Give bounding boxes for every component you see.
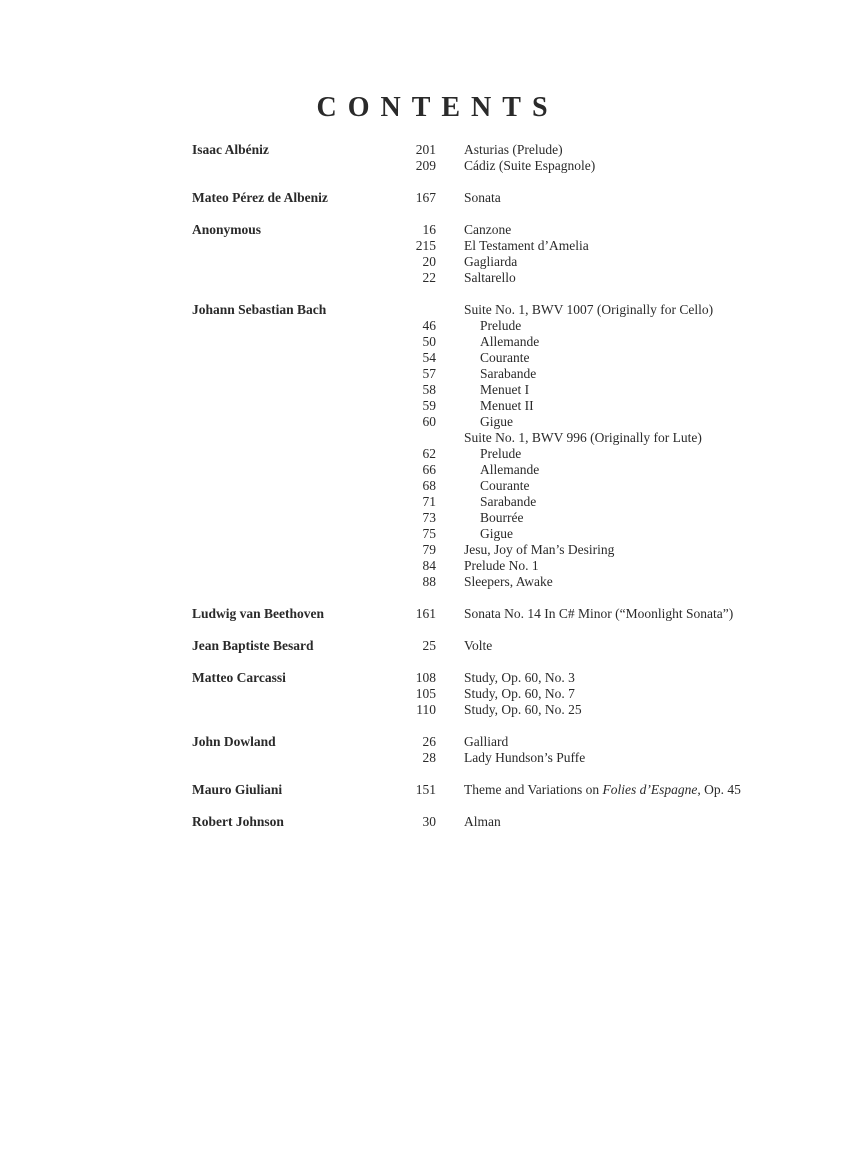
toc-row — [0, 542, 864, 558]
piece-title-text: Study, Op. 60, No. 7 — [464, 686, 575, 701]
piece-title-text: Suite No. 1, BWV 1007 (Originally for Cello) — [464, 302, 714, 317]
toc-row — [0, 510, 864, 526]
page-number: 62 — [422, 446, 436, 461]
toc-row — [0, 158, 864, 174]
movement-title — [480, 462, 539, 478]
composer-name: Robert Johnson — [192, 814, 284, 829]
piece-title — [464, 574, 553, 590]
piece-title — [464, 254, 517, 270]
piece-title-text: Gigue — [480, 414, 513, 429]
piece-title-text: Menuet II — [480, 398, 534, 413]
movement-title — [480, 366, 536, 382]
piece-title — [464, 430, 702, 446]
movement-title — [480, 446, 521, 462]
piece-title-italic: Folies d’Espagne — [602, 782, 698, 797]
page-number: 20 — [422, 254, 436, 269]
piece-title — [464, 638, 492, 654]
page-number: 73 — [422, 510, 436, 525]
toc-row — [0, 222, 864, 238]
piece-title-text: Prelude — [480, 446, 522, 461]
toc-row — [0, 558, 864, 574]
movement-title — [480, 334, 539, 350]
page-number: 75 — [422, 526, 436, 541]
page-number: 71 — [422, 494, 436, 509]
piece-title — [464, 158, 595, 174]
toc-row — [0, 190, 864, 206]
toc-row — [0, 462, 864, 478]
piece-title — [464, 670, 575, 686]
page-number: 161 — [415, 606, 436, 621]
toc-row — [0, 526, 864, 542]
page-number: 58 — [422, 382, 436, 397]
piece-title — [464, 270, 516, 286]
toc-row — [0, 142, 864, 158]
movement-title — [480, 494, 536, 510]
composer-name: Matteo Carcassi — [192, 670, 286, 685]
page-number: 110 — [416, 702, 436, 717]
piece-title-text: Sonata — [464, 190, 501, 205]
piece-title — [464, 702, 582, 718]
movement-title — [480, 382, 529, 398]
piece-title-text: Menuet I — [480, 382, 530, 397]
toc-row — [0, 302, 864, 318]
piece-title — [464, 142, 563, 158]
toc-row — [0, 318, 864, 334]
piece-title-text: Galliard — [464, 734, 509, 749]
piece-title-text: Jesu, Joy of Man’s Desiring — [464, 542, 615, 557]
piece-title — [464, 814, 501, 830]
piece-title-text: Courante — [480, 350, 530, 365]
page-number: 22 — [422, 270, 436, 285]
page-number: 28 — [422, 750, 436, 765]
movement-title — [480, 510, 523, 526]
piece-title — [464, 686, 575, 702]
piece-title-text: Suite No. 1, BWV 996 (Originally for Lute) — [464, 430, 702, 445]
piece-title-text: Study, Op. 60, No. 3 — [464, 670, 575, 685]
toc-row — [0, 686, 864, 702]
piece-title-text: Allemande — [480, 462, 540, 477]
toc-row — [0, 670, 864, 686]
page-number: 201 — [415, 142, 436, 157]
composer-name: Ludwig van Beethoven — [192, 606, 325, 621]
piece-title-text: Asturias (Prelude) — [464, 142, 563, 157]
composer-group — [0, 638, 864, 654]
piece-title-text: Prelude — [480, 318, 522, 333]
page-number: 79 — [422, 542, 436, 557]
piece-title-text: Saltarello — [464, 270, 516, 285]
piece-title-text: Study, Op. 60, No. 25 — [464, 702, 582, 717]
toc-row — [0, 350, 864, 366]
piece-title — [464, 302, 713, 318]
piece-title — [464, 238, 589, 254]
piece-title — [464, 734, 508, 750]
composer-group — [0, 222, 864, 286]
toc-row — [0, 254, 864, 270]
piece-title-text: Cádiz (Suite Espagnole) — [464, 158, 596, 173]
composer-group — [0, 814, 864, 830]
movement-title — [480, 350, 530, 366]
page-number: 30 — [422, 814, 436, 829]
page-number: 215 — [415, 238, 436, 253]
toc-row — [0, 478, 864, 494]
page-number: 50 — [422, 334, 436, 349]
toc-row — [0, 494, 864, 510]
piece-title-text: Alman — [464, 814, 501, 829]
piece-title-text: El Testament d’Amelia — [464, 238, 589, 253]
toc-row — [0, 446, 864, 462]
page-number: 68 — [422, 478, 436, 493]
piece-title-text: Sleepers, Awake — [464, 574, 553, 589]
page-number: 54 — [422, 350, 436, 365]
composer-name: Jean Baptiste Besard — [192, 638, 314, 653]
movement-title — [480, 398, 534, 414]
page-number: 57 — [422, 366, 436, 381]
composer-name: Mauro Giuliani — [192, 782, 283, 797]
page-number: 26 — [422, 734, 436, 749]
toc-row — [0, 606, 864, 622]
toc-row — [0, 430, 864, 446]
piece-title — [464, 542, 614, 558]
composer-group — [0, 606, 864, 622]
page-number: 25 — [422, 638, 436, 653]
composer-name: Anonymous — [192, 222, 262, 237]
toc-row — [0, 334, 864, 350]
toc-row — [0, 382, 864, 398]
piece-title-text: Courante — [480, 478, 530, 493]
piece-title — [464, 606, 733, 622]
page-number: 88 — [422, 574, 436, 589]
piece-title-text: Prelude No. 1 — [464, 558, 539, 573]
page-number: 46 — [422, 318, 436, 333]
toc-row — [0, 814, 864, 830]
page-number: 108 — [415, 670, 436, 685]
piece-title-text: Lady Hundson’s Puffe — [464, 750, 586, 765]
page-number: 167 — [415, 190, 436, 205]
piece-title-text: Theme and Variations on — [464, 782, 603, 797]
piece-title-text: Allemande — [480, 334, 540, 349]
piece-title-suffix: , Op. 45 — [697, 782, 741, 797]
page-number: 209 — [415, 158, 436, 173]
toc-row — [0, 238, 864, 254]
movement-title — [480, 414, 513, 430]
piece-title — [464, 558, 539, 574]
composer-group — [0, 670, 864, 718]
piece-title — [464, 222, 511, 238]
toc-row — [0, 734, 864, 750]
page-number: 151 — [415, 782, 436, 797]
toc-row — [0, 782, 864, 798]
composer-name: Isaac Albéniz — [192, 142, 269, 157]
piece-title-text: Bourrée — [480, 510, 524, 525]
page-title: CONTENTS — [316, 92, 559, 123]
page-number: 16 — [422, 222, 436, 237]
piece-title — [464, 190, 501, 206]
piece-title-text: Gagliarda — [464, 254, 518, 269]
composer-name: Johann Sebastian Bach — [192, 302, 327, 317]
toc-row — [0, 574, 864, 590]
toc-row — [0, 702, 864, 718]
piece-title-text: Sarabande — [480, 494, 537, 509]
piece-title — [464, 750, 585, 766]
composer-group — [0, 734, 864, 766]
movement-title — [480, 526, 513, 542]
movement-title — [480, 478, 530, 494]
movement-title — [480, 318, 521, 334]
toc-row — [0, 398, 864, 414]
page-number: 59 — [422, 398, 436, 413]
piece-title-text: Canzone — [464, 222, 512, 237]
page-number: 66 — [422, 462, 436, 477]
toc-row — [0, 366, 864, 382]
toc-row — [0, 414, 864, 430]
composer-group — [0, 782, 864, 798]
table-of-contents — [0, 142, 864, 846]
toc-row — [0, 750, 864, 766]
piece-title-text: Sarabande — [480, 366, 537, 381]
toc-row — [0, 270, 864, 286]
piece-title-text: Gigue — [480, 526, 513, 541]
piece-title-text: Sonata No. 14 In C# Minor (“Moonlight Sonata”) — [464, 606, 734, 621]
composer-name: John Dowland — [192, 734, 276, 749]
composer-group — [0, 190, 864, 206]
toc-row — [0, 638, 864, 654]
page-number: 84 — [422, 558, 436, 573]
composer-name: Mateo Pérez de Albeniz — [192, 190, 328, 205]
piece-title — [464, 782, 741, 798]
page-number: 60 — [422, 414, 436, 429]
composer-group — [0, 142, 864, 174]
composer-group — [0, 302, 864, 590]
piece-title-text: Volte — [464, 638, 493, 653]
page-number: 105 — [415, 686, 436, 701]
